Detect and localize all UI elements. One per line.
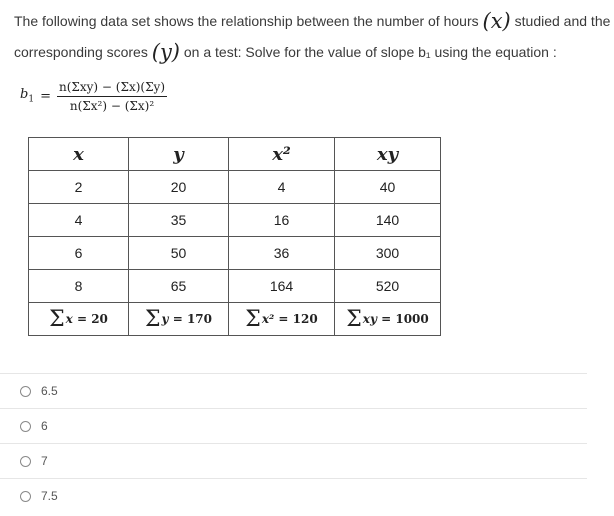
table-cell: 65 bbox=[129, 270, 229, 303]
table-sum-row bbox=[29, 303, 441, 336]
table-row bbox=[29, 237, 441, 270]
sum-y-cell bbox=[129, 303, 229, 336]
radio-button[interactable] bbox=[20, 491, 31, 502]
sigma-symbol: Σ bbox=[245, 306, 261, 332]
table-row bbox=[29, 204, 441, 237]
variable-y: (y) bbox=[151, 40, 180, 64]
slope-equation bbox=[20, 76, 167, 116]
table-cell: 164 bbox=[229, 270, 335, 303]
equation-fraction bbox=[57, 80, 167, 113]
sum-variable: x² bbox=[261, 311, 275, 326]
table-cell: 2 bbox=[29, 171, 129, 204]
sum-value: = 120 bbox=[274, 311, 318, 326]
radio-button[interactable] bbox=[20, 421, 31, 432]
header-xy: xy bbox=[335, 138, 441, 171]
table-cell: 520 bbox=[335, 270, 441, 303]
table-cell: 300 bbox=[335, 237, 441, 270]
header-y: y bbox=[129, 138, 229, 171]
table-cell: 4 bbox=[29, 204, 129, 237]
sigma-symbol: Σ bbox=[49, 306, 65, 332]
question-line2-post: on a test: Solve for the value of slope b₁ using the equation : bbox=[183, 44, 557, 60]
header-x: x bbox=[29, 138, 129, 171]
table-cell: 20 bbox=[129, 171, 229, 204]
equation-lhs-symbol: b bbox=[20, 87, 29, 103]
option-label: 7.5 bbox=[41, 489, 58, 503]
sum-variable: x bbox=[65, 311, 73, 326]
radio-button[interactable] bbox=[20, 386, 31, 397]
sum-variable: xy bbox=[362, 311, 377, 326]
equation-lhs bbox=[20, 87, 34, 105]
variable-x: (x) bbox=[482, 9, 511, 33]
table-cell: 16 bbox=[229, 204, 335, 237]
question-line1-post: studied and the bbox=[514, 13, 611, 29]
option-label: 7 bbox=[41, 454, 48, 468]
table-cell: 36 bbox=[229, 237, 335, 270]
answer-option-1[interactable] bbox=[0, 373, 587, 408]
table-cell: 140 bbox=[335, 204, 441, 237]
option-label: 6 bbox=[41, 419, 48, 433]
table-cell: 50 bbox=[129, 237, 229, 270]
question-line-2 bbox=[14, 37, 614, 68]
sum-xy-cell bbox=[335, 303, 441, 336]
equation-denominator: n(Σx²) − (Σx)² bbox=[69, 98, 155, 113]
equation-equals: = bbox=[40, 88, 51, 104]
question-line1-pre: The following data set shows the relationship between the number of hours bbox=[14, 13, 479, 29]
sigma-symbol: Σ bbox=[144, 306, 161, 332]
answer-option-4[interactable] bbox=[0, 478, 587, 513]
question-line2-pre: corresponding scores bbox=[14, 44, 148, 60]
equation-numerator: n(Σxy) − (Σx)(Σy) bbox=[57, 80, 167, 97]
radio-button[interactable] bbox=[20, 456, 31, 467]
answer-option-3[interactable] bbox=[0, 443, 587, 478]
table-row bbox=[29, 171, 441, 204]
table-cell: 35 bbox=[129, 204, 229, 237]
question-text bbox=[14, 6, 614, 68]
table-cell: 8 bbox=[29, 270, 129, 303]
table-header-row bbox=[29, 138, 441, 171]
data-table bbox=[28, 137, 441, 336]
option-label: 6.5 bbox=[41, 384, 58, 398]
sum-x-squared-cell bbox=[229, 303, 335, 336]
table-cell: 40 bbox=[335, 171, 441, 204]
sigma-symbol: Σ bbox=[346, 306, 362, 332]
question-line-1 bbox=[14, 6, 614, 37]
sum-variable: y bbox=[161, 311, 169, 326]
sum-x-cell bbox=[29, 303, 129, 336]
equation-lhs-subscript: 1 bbox=[28, 94, 35, 105]
sum-value: = 20 bbox=[72, 311, 108, 326]
table-cell: 4 bbox=[229, 171, 335, 204]
answer-option-2[interactable] bbox=[0, 408, 587, 443]
sum-value: = 170 bbox=[168, 311, 212, 326]
sum-value: = 1000 bbox=[376, 311, 429, 326]
data-table-container bbox=[28, 137, 441, 336]
answer-options bbox=[0, 373, 587, 513]
table-cell: 6 bbox=[29, 237, 129, 270]
table-row bbox=[29, 270, 441, 303]
header-x-squared: x² bbox=[229, 138, 335, 171]
